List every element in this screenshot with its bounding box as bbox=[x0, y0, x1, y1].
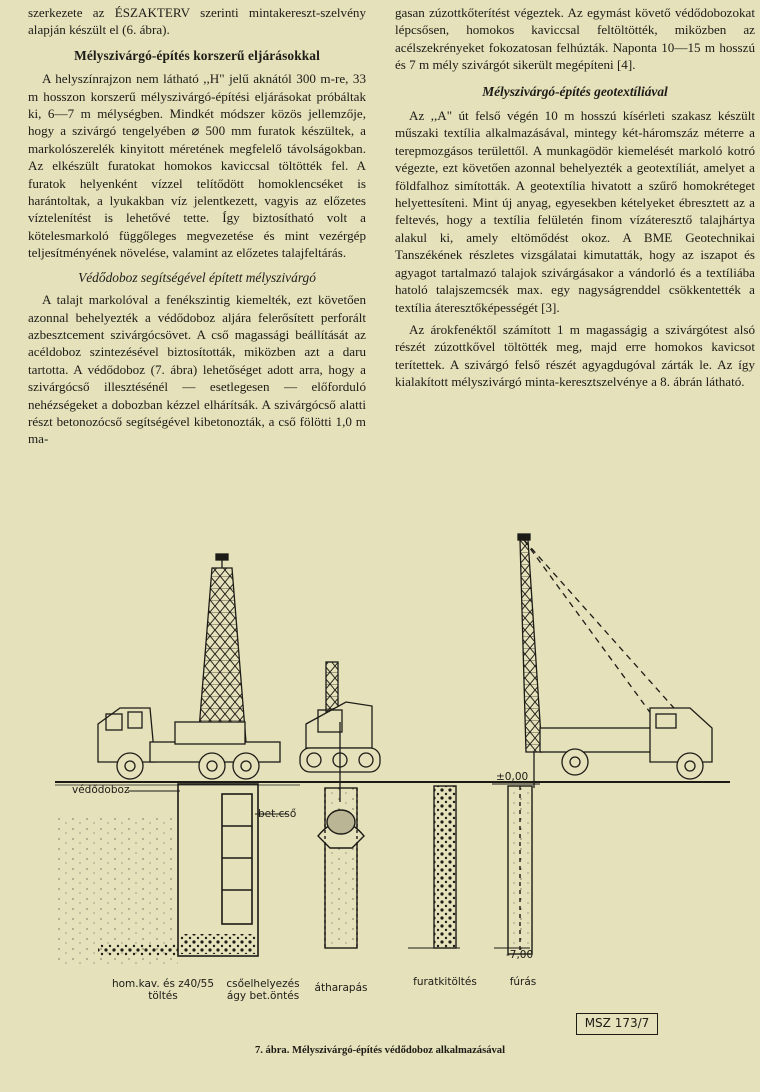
ground-line bbox=[55, 782, 730, 785]
label-fill: hom.kav. és z40/55 töltés bbox=[111, 978, 215, 1002]
label-level-bottom: -7,00 bbox=[506, 949, 534, 961]
truck-crane-left bbox=[98, 554, 280, 779]
grab-trench bbox=[318, 788, 364, 948]
continuation-paragraph: gasan zúzottkőterítést végeztek. Az egymást követő védődobozokat lépcsősen, homokos kaviccsal feltöltötték, miközben az acélszekrényeket fokozatosan felhúzták. Naponta 10—15 m hosszú és 7 m mély szivárgót sikerült megépíteni [4]. bbox=[395, 5, 755, 73]
piling-rig bbox=[518, 534, 712, 788]
label-grab: átharapás bbox=[314, 982, 368, 994]
label-level-top: ±0,00 bbox=[496, 771, 529, 783]
figure-caption: 7. ábra. Mélyszivárgó-építés védődoboz alkalmazásával bbox=[254, 1045, 506, 1056]
section-heading-modern: Mélyszivárgó-építés korszerű eljárásokkal bbox=[74, 47, 320, 63]
label-concrete-pipe: bet.cső bbox=[258, 808, 297, 820]
modern-methods-paragraph: A helyszínrajzon nem látható ,,H" jelű aknától 300 m-re, 33 m hosszon korszerű mélyszivárgó-építési eljárásokat próbáltak ki, 6—7 m mélységben. Mindkét módszer közös jellemzője, hogy a szivárgó tengelyében ⌀ 500 mm furatok készültek, a markolószerelék kinyitott méretének megfelelő távolságokban. Az elkészült furatokat homokos kaviccsal töltötték fel. A furatok helyenként vízzel telítődött homoklencséket is harántoltak, a lyukakban víz jelentkezett, vagyis az előzetes víztelenítést is lehetővé tette. Így biztosítható volt a kötelesmarkoló függőleges megvezetése és mint vezérgép teljesítményének növelése, valamint az előzetes talajfeltárás. bbox=[28, 71, 366, 261]
figure-7 bbox=[0, 516, 760, 1056]
section-heading-protective-box: Védődoboz segítségével épített mélyszivárgó bbox=[78, 269, 316, 285]
label-bore: fúrás bbox=[509, 976, 537, 988]
label-protective-box: védődoboz bbox=[72, 784, 130, 796]
intro-paragraph: szerkezete az ÉSZAKTERV szerinti mintakereszt-szelvény alapján készült el (6. ábra). bbox=[28, 5, 366, 38]
geotextile-paragraph: Az ,,A" út felső végén 10 m hosszú kísérleti szakasz készült műszaki textília alkalmazásával, mintegy két-háromszáz méterre a terepmozgásos területtől. A munkagödör kiemelését markoló kotró végezte, ezt követően azonnal behelyezték a geotextíliát, amelyet a földfalhoz simították. A geotextília hivatott a szűrő homokréteget helyettesíteni. Mint új anyag, egyesekben kételyeket ébresztett az a feltevés, hogy a textília felületén finom vízáteresztő talajhártya alakul ki, amely eltömődést okoz. A BME Geotechnikai Tanszékének részletes vizsgálatai kimutatták, hogy az iszapot és agyagot tartalmazó talajok szivárgásakor a vándorló és a textíliába hatoló talajszemcsék max. egy nagyságrenddel csökkentették a textília áteresztőképességét [3]. bbox=[395, 108, 755, 315]
final-paragraph: Az árokfenéktől számított 1 m magasságig a szivárgótest alsó részét zúzottkővel töltötték meg, majd erre homokos kavicsot terítettek. A szivárgó felső részét agyagdugóval zárták le. Az így kialakított mélyszivárgó minta-keresztszelvénye a 8. ábrán látható. bbox=[395, 321, 755, 390]
protective-box-paragraph: A talajt markolóval a fenékszintig kiemelték, ezt követően azonnal behelyezték a védődoboz aljára felerősített perforált azbesztcement szivárgócsövet. A cső magassági beállítását az acéldoboz szintezésével biztosították, miközben azt a daru tartotta. A védődoboz (7. ábra) lehetőséget adott arra, hogy a szivárgócső illesztésénél — esetlegesen — előforduló nehézségeket a dobozban kézzel elhárítsák. A szivárgócső alatti részt betonozócső segítségével kibetonozták, a cső fölötti 1,0 m ma- bbox=[28, 292, 366, 447]
left-column bbox=[28, 4, 366, 448]
bore-fill-column bbox=[434, 786, 456, 948]
bore-column bbox=[508, 786, 532, 954]
label-bore-fill: furatkitöltés bbox=[413, 976, 477, 988]
standard-box: MSZ 173/7 bbox=[576, 1013, 658, 1035]
right-column bbox=[395, 4, 755, 391]
section-heading-geotextile: Mélyszivárgó-építés geotextíliával bbox=[482, 83, 668, 99]
soil-hatch bbox=[58, 816, 178, 966]
label-pipe-bed: csőelhelyezés ágy bet.öntés bbox=[226, 978, 300, 1002]
